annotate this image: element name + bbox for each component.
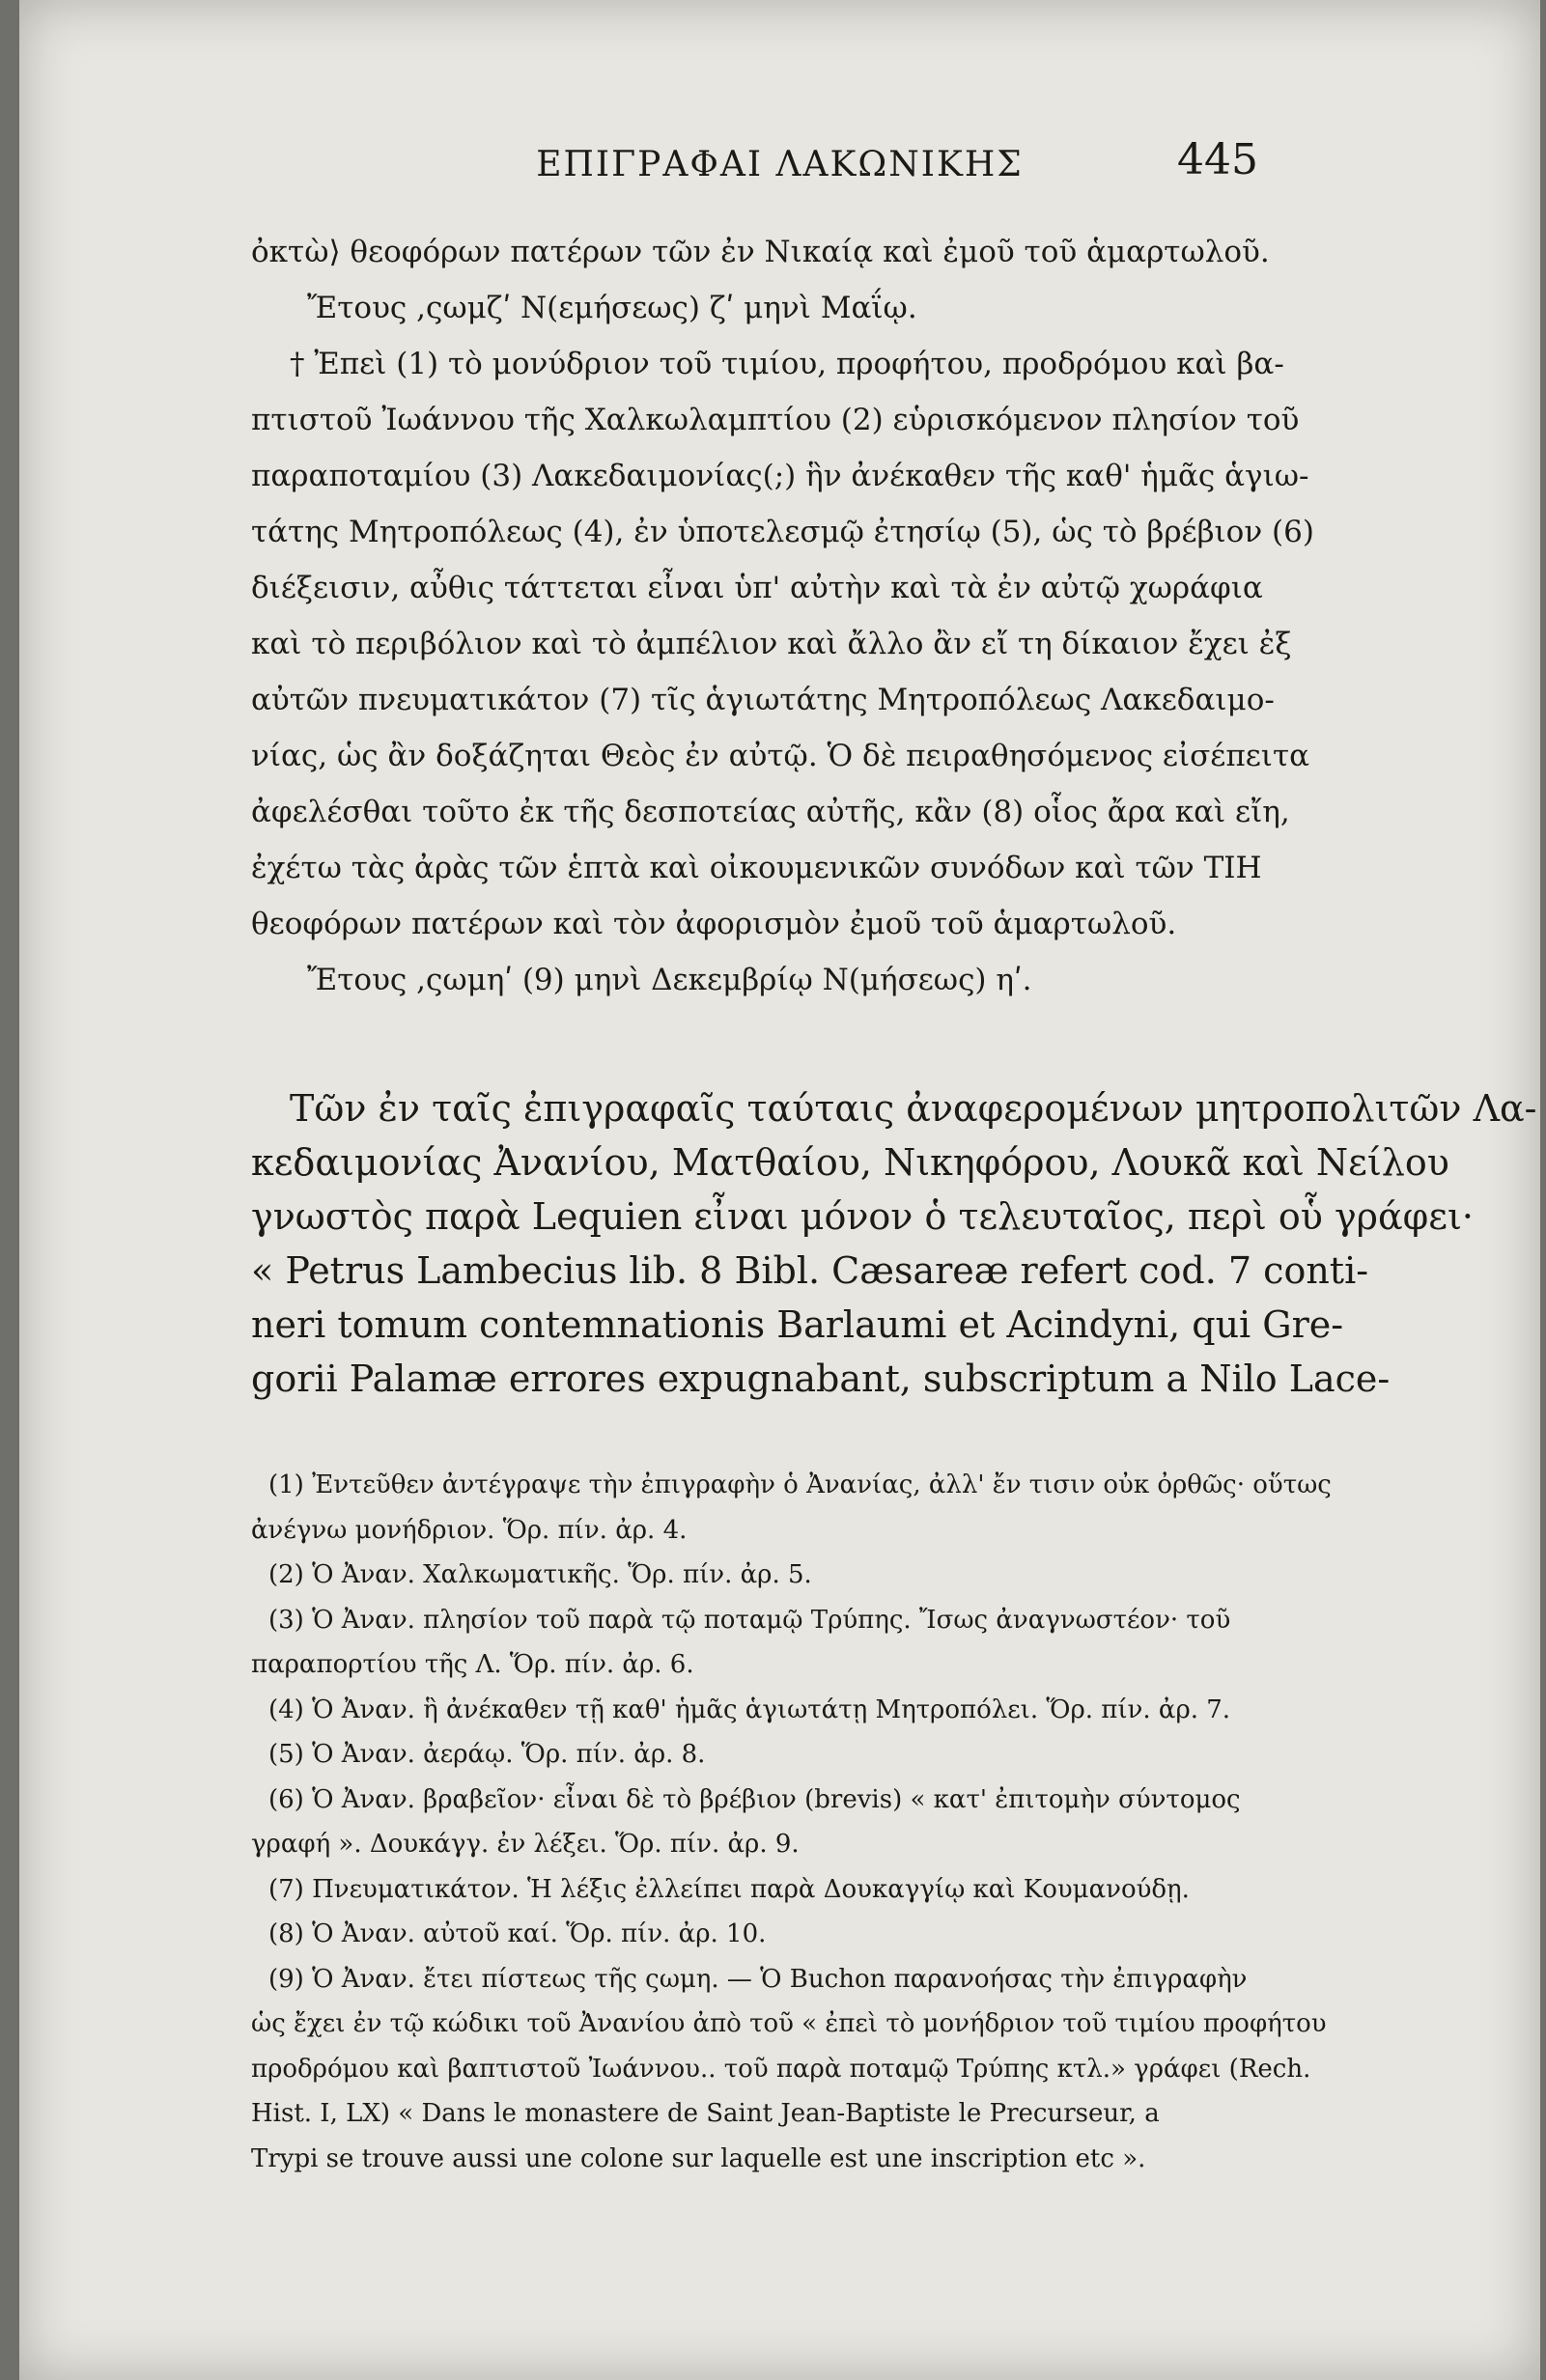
footnote-line: Trypi se trouve aussi une colone sur laquelle est une inscription etc ». [251,2143,1146,2173]
footnote-line: ἀνέγνω μονήδριον. Ὅρ. πίν. ἀρ. 4. [251,1515,688,1545]
text-line: ὀκτὼ⟩ θεοφόρων πατέρων τῶν ἐν Νικαίᾳ καὶ ἐμοῦ τοῦ ἁμαρτωλοῦ. [251,235,1270,269]
footnote-line: (3) Ὁ Ἀναν. πλησίον τοῦ παρὰ τῷ ποταμῷ Τρύπης. Ἴσως ἀναγνωστέον· τοῦ [268,1605,1231,1635]
text-line: † Ἐπεὶ (1) τὸ μονύδριον τοῦ τιμίου, προφήτου, προδρόμου καὶ βα- [290,347,1284,381]
text-line: γνωστὸς παρὰ Lequien εἶναι μόνον ὁ τελευταῖος, περὶ οὗ γράφει· [251,1195,1474,1238]
footnote-line: (6) Ὁ Ἀναν. βραβεῖον· εἶναι δὲ τὸ βρέβιον (brevis) « κατ' ἐπιτομὴν σύντομος [268,1784,1241,1814]
book-page [19,0,1540,2380]
footnote-line: Hist. I, LX) « Dans le monastere de Saint Jean-Baptiste le Precurseur, a [251,2099,1160,2128]
text-line: καὶ τὸ περιβόλιον καὶ τὸ ἀμπέλιον καὶ ἄλλο ἂν εἴ τη δίκαιον ἔχει ἐξ [251,627,1292,661]
text-line: Ἔτους ,ςωμζʹ Ν(εμήσεως) ζʹ μηνὶ Μαΐῳ. [307,291,917,325]
footnote-line: (1) Ἐντεῦθεν ἀντέγραψε τὴν ἐπιγραφὴν ὁ Ἀνανίας, ἀλλ' ἔν τισιν οὐκ ὀρθῶς· οὕτως [268,1470,1332,1499]
text-line: Ἔτους ,ςωμηʹ (9) μηνὶ Δεκεμβρίῳ Ν(μήσεως) ηʹ. [307,963,1032,997]
commentary-paragraph [251,1081,1537,1406]
footnote-line: (9) Ὁ Ἀναν. ἔτει πίστεως τῆς ςωμη. — Ὁ Buchon παρανοήσας τὴν ἐπιγραφὴν [268,1964,1248,1994]
text-line: παραποταμίου (3) Λακεδαιμονίας(;) ἣν ἀνέκαθεν τῆς καθ' ἡμᾶς ἁγιω- [251,459,1309,493]
inscription-text [251,224,1314,1008]
footnote-line: γραφή ». Δουκάγγ. ἐν λέξει. Ὅρ. πίν. ἀρ. 9. [251,1830,800,1859]
text-line: Τῶν ἐν ταῖς ἐπιγραφαῖς ταύταις ἀναφερομένων μητροπολιτῶν Λα- [290,1087,1537,1130]
footnote-line: (4) Ὁ Ἀναν. ἣ ἀνέκαθεν τῇ καθ' ἡμᾶς ἁγιωτάτῃ Μητροπόλει. Ὅρ. πίν. ἀρ. 7. [268,1694,1231,1724]
footnote-line: ὡς ἔχει ἐν τῷ κώδικι τοῦ Ἀνανίου ἀπὸ τοῦ « ἐπεὶ τὸ μονήδριον τοῦ τιμίου προφήτου [251,2009,1327,2038]
footnote-line: (5) Ὁ Ἀναν. ἀεράῳ. Ὅρ. πίν. ἀρ. 8. [268,1740,706,1769]
text-line: διέξεισιν, αὖθις τάττεται εἶναι ὑπ' αὐτὴν καὶ τὰ ἐν αὐτῷ χωράφια [251,571,1263,605]
footnote-line: παραπορτίου τῆς Λ. Ὅρ. πίν. ἀρ. 6. [251,1650,694,1679]
running-title: ΕΠΙΓΡΑΦΑΙ ΛΑΚΩΝΙΚΗΣ [536,145,1024,184]
footnotes [251,1463,1332,2181]
footnote-line: (2) Ὁ Ἀναν. Χαλκωματικῆς. Ὅρ. πίν. ἀρ. 5. [268,1560,812,1589]
text-line: αὐτῶν πνευματικάτον (7) τῖς ἁγιωτάτης Μητροπόλεως Λακεδαιμο- [251,683,1275,717]
text-line: κεδαιμονίας Ἀνανίου, Ματθαίου, Νικηφόρου, Λουκᾶ καὶ Νείλου [251,1141,1449,1184]
page-header [19,135,1540,193]
text-line: νίας, ὡς ἂν δοξάζηται Θεὸς ἐν αὐτῷ. Ὁ δὲ πειραθησόμενος εἰσέπειτα [251,739,1310,773]
text-line: τάτης Μητροπόλεως (4), ἐν ὑποτελεσμῷ ἐτησίῳ (5), ὡς τὸ βρέβιον (6) [251,515,1314,549]
text-line: neri tomum contemnationis Barlaumi et Acindyni, qui Gre- [251,1303,1344,1346]
footnote-line: (7) Πνευματικάτον. Ἡ λέξις ἐλλείπει παρὰ Δουκαγγίῳ καὶ Κουμανούδῃ. [268,1874,1190,1904]
footnote-line: προδρόμου καὶ βαπτιστοῦ Ἰωάννου.. τοῦ παρὰ ποταμῷ Τρύπης κτλ.» γράφει (Rech. [251,2054,1311,2084]
page-number: 445 [1177,135,1258,184]
footnote-line: (8) Ὁ Ἀναν. αὐτοῦ καί. Ὅρ. πίν. ἀρ. 10. [268,1919,767,1948]
text-line: θεοφόρων πατέρων καὶ τὸν ἀφορισμὸν ἐμοῦ τοῦ ἁμαρτωλοῦ. [251,907,1177,941]
text-line: ἀφελέσθαι τοῦτο ἐκ τῆς δεσποτείας αὐτῆς, κἂν (8) οἷος ἄρα καὶ εἴη, [251,795,1290,829]
text-line: πτιστοῦ Ἰωάννου τῆς Χαλκωλαμπτίου (2) εὑρισκόμενον πλησίον τοῦ [251,403,1300,437]
text-line: ἐχέτω τὰς ἀρὰς τῶν ἑπτὰ καὶ οἰκουμενικῶν συνόδων καὶ τῶν ΤΙΗ [251,851,1262,885]
text-line: « Petrus Lambecius lib. 8 Bibl. Cæsareæ refert cod. 7 conti- [251,1249,1369,1292]
text-line: gorii Palamæ errores expugnabant, subscriptum a Nilo Lace- [251,1358,1391,1400]
